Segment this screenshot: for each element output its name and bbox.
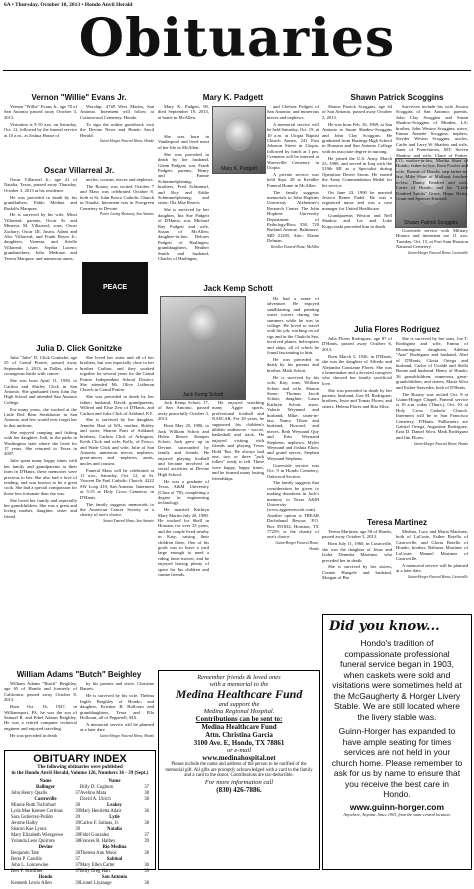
- obit-jack-credit: Guinn-Horger Funeral Home, Hondo: [275, 541, 319, 551]
- obit-william-text-c: He was preceded in death: [10, 732, 58, 738]
- index-entry-issue: 39: [75, 881, 80, 886]
- index-entry-name: Fidel Gonzalez: [80, 833, 110, 838]
- jack-schott-photo-caption: Jack Kemp Schott: [182, 392, 224, 398]
- medina-line-12: Please include the name and address of the person to be notified of the memorial gift. All gifts are promptly acknowledged with a card to the family and a card to the donor. Contributions are tax-deductible.: [165, 762, 313, 779]
- obit-teresa-credit: Guinn-Horger Funeral Home, Castroville: [407, 575, 468, 580]
- index-column-header: Name: [108, 779, 121, 784]
- obituary-index-col-1: [11, 779, 80, 887]
- obituary-index-subtitle-2: in the Hondo Anvil Herald, Volume 126, Numbers 36 - 39 (Sept.): [11, 771, 149, 776]
- obit-teresa-text-b: Born July 11, 1960, in Castroville, she was the daughter of Jesus and Isidra Dennsha Martinez, who preceded her in death.: [322, 541, 392, 563]
- index-town-heading: Leakey: [107, 803, 122, 808]
- obituary-index-subtitle-1: The following obituaries were published: [37, 765, 123, 770]
- index-entry-issue: 37: [75, 857, 80, 862]
- obit-jack-text-f: He had a sense of adventure. He enjoyed sandblasting and painting water towers during the summers while he was in college. He loved to travel with his job, working on oil rigs and in the Chukchi Sea, involved planes, helicopters and ships, all of which he found fascinating to him.: [267, 296, 319, 356]
- medina-line-13: For more information call: [204, 778, 274, 786]
- shawn-scoggins-photo-caption: Shawn Patrick Scoggins: [404, 220, 458, 226]
- peace-dove-image: [82, 262, 148, 314]
- index-entry-name: Kenneth Lewis Allen: [11, 881, 52, 886]
- obit-julia-f-text-e: The Rosary was recited Oct. 8 at Guinn-Horger Chapel. Funeral service is 10 a.m. today (Thurs.), Oct. 10, at Holy Cross Catholic Church. Interment will be in San Francisco Cemetery, D'Hanis. Pallbearers are Gabriel Ortega, Augustine Rodriguez, Ezra D. Daniel Silva, Mark Rodriguez and Jim Flores.: [396, 391, 468, 440]
- obit-oscar-text-b: He was preceded in death by his grandfathers, Pablo Medina and Rudolfo Marquez.: [4, 194, 77, 211]
- obit-william-text-b: Born Oct. 16, 1947, in Williamsport, PA, he was the son of Samuel R. and Ethel Adams Beighley. He was a retired computer technical engineer and enjoyed traveling.: [4, 704, 77, 731]
- obit-mary-text-c: She was preceded in death by her husband, Glenn Padgett; son, Frank Padgett; parents, Henry and Fannie Schimmelpfennig; brothers, Fred Schimmel, and Roy and Eddie Schimmelpfennig; and sister, Ola Mae Reavis.: [158, 151, 209, 206]
- obit-william-text-a: William Adams "Butch" Beighley, age 65 of Hondo and formerly of California, passed away October 8, 2013.: [4, 681, 77, 703]
- index-entry-issue: 39: [144, 869, 149, 874]
- medina-line-6: Contributions can be sent to:: [195, 715, 283, 723]
- mary-padgett-photo: [212, 106, 266, 174]
- index-town-heading: Rio Medina: [102, 845, 127, 850]
- obit-teresa-text-a: Teresa Martinez, age 50 of Hondo, passed away October 3, 2013.: [322, 529, 392, 540]
- index-entry-name: Mary Ellen Carter: [80, 863, 115, 868]
- obit-name-shawn: Shawn Patrick Scoggins: [350, 93, 444, 102]
- obit-william-text-d: by his parents and sister, Christine Barrett.: [80, 681, 154, 692]
- obit-julia-g-text-k: The family suggests memorials to the American Cancer Society or a charity of one's choice.: [80, 501, 154, 518]
- obit-julia-g-text-j: Funeral Mass will be celebrated at 11 a.m., Saturday, Oct. 12, at St. Vincent De Paul Catholic Church, 4222 SW Loop 410, San Antonio. Interment at 3:15 at Holy Cross Cemetery in D'Hanis.: [80, 467, 154, 500]
- index-column-header: Name: [39, 779, 52, 784]
- obit-name-julia-rodriguez: Julia Flores Rodriguez: [354, 325, 440, 334]
- obit-vernon-text-a: Vernon "Willie" Evans Jr., age 70 of San Antonio passed away October 3, 2013.: [4, 104, 77, 120]
- obituary-index-col-2: [80, 779, 149, 887]
- index-entry-issue: 37: [144, 785, 149, 790]
- medina-healthcare-fund-ad: [158, 670, 320, 870]
- index-entry-issue: 36: [144, 809, 149, 814]
- obit-julia-f-text-c: She was preceded in death by her parents; husband, Jose M. Rodriguez; brothers, Jesse and Tomas Flores; and sisters, Helena Flores and Rita Silva.: [322, 387, 392, 409]
- index-entry-issue: 38: [144, 881, 149, 886]
- obit-teresa-col1: [322, 529, 392, 611]
- obit-julia-f-text-a: Julia Flores Rodriguez, age 87 of D'Hanis, passed away October 6, 2013.: [322, 336, 392, 352]
- obit-julia-f-text-b: Born March 5, 1926, in D'Hanis, she was the daughter of Alfredo and Alejandra Constante Flores. She was a homemaker and a devoted caregiver who showed her family sacrificial love.: [322, 353, 392, 386]
- index-entry-issue: 38: [144, 851, 149, 856]
- obit-teresa-text-c: She is survived by her sisters, Connie Huegele and husband, Morgan of Bio: [322, 564, 392, 581]
- obituary-index-title: OBITUARY INDEX: [33, 753, 127, 765]
- obit-mary-text-g: A private service was held Sept. 28 at Kreidler Funeral Home in McAllen.: [267, 171, 319, 188]
- index-entry-name: Berta P. Castillo: [11, 857, 43, 862]
- obit-mary-text-b: She was born in Vanderpool and lived most of her life in McAllen.: [158, 134, 209, 150]
- masthead-title: Obituaries: [78, 8, 396, 69]
- obit-william-col1: [4, 681, 77, 747]
- obit-mary-col2: [267, 104, 319, 282]
- obit-julia-g-text-f: She loved her family and especially her grandchildren. She was a great and loving mother, daughter, sister and friend.: [4, 497, 77, 519]
- obit-mary-text-f: A memorial service will be held Saturday, Oct. 19, at 10 a.m. at Utopia Baptist Church Annex, 241 East Johnson Street in Utopia, followed by lunch at 1 pm. Cremains will be interred at Waresville Cemetery in Utopia.: [267, 121, 320, 170]
- obit-vernon-credit: Guinn-Horger Funeral Home, Hondo: [99, 139, 154, 144]
- obit-julia-g-text-g: She loved her sister and all of her brothers, but was especially close to her brother Carlton, and they worked together for several years for the Grand Prairie Independent School District. She attended Mt. Olive Lutheran Church in Grand Prairie.: [80, 355, 154, 393]
- index-entry-name: Minnie Ruth Tschirhart: [11, 803, 56, 808]
- jack-schott-photo: [160, 296, 246, 400]
- obit-shawn-col1: [322, 104, 392, 322]
- obit-jack-text-a: Jack Kemp Schott, 17, of San Antonio, passed away peacefully October 3, 2013.: [158, 400, 209, 422]
- obit-jack-text-d: He married Kathryn Mary Martin July 26, 1980. He worked for Shell in Houston for over 33 years, and the couple lived nearby in Katy, raising their children there. One of his goals was to leave a yard large enough to need a riding lawn mower, and he enjoyed having plenty of space for his children and canine friends.: [158, 507, 209, 578]
- index-entry-issue: 39: [75, 815, 80, 820]
- index-entry-name: David A. Ulrich: [80, 797, 111, 802]
- obit-mary-text-h: The family suggests memorials to John Hopkins University Alzheimer's Research Center. The John Hopkins University Department of Pathology/Ross 558, 720 Rutland Avenue, Baltimore, MD 21205, Attn.: Elaine Delman.: [267, 189, 319, 244]
- medina-phone: (830) 426-7886.: [216, 785, 262, 794]
- obit-julia-g-text-h: She was preceded in death by her father; husband, David; grandparents, Wilfred and Elsie Zerr of D'Hanis, and Carlton and Julia Click of Ashland, KY.: [80, 394, 154, 416]
- obit-jack-text-i: Graveside service was Oct. 9 in Hondo Cemetery, Oakwood Section.: [267, 462, 319, 479]
- index-entry: [11, 881, 80, 887]
- index-entry-name: Theresa Ann Moos: [80, 851, 117, 856]
- index-entry-name: Billy D. Cogburn: [80, 785, 114, 790]
- index-entry-issue: 37: [75, 869, 80, 874]
- obit-william-credit: Guinn-Horger Funeral Home, Hondo: [99, 734, 154, 739]
- medina-line-8: Attn. Christina Garcia: [205, 731, 273, 739]
- obit-oscar-text-e: The Rosary was recited October 7 and Mass was celebrated October 8, both at St. John Bosco Catholic Church in Natalia. Interment was in Evergreen Cemetery in Devine.: [80, 183, 154, 211]
- obit-shawn-text-b: He was born Feb. 16, 1969, at San Antonio to Susan Shadow-Scoggins and John Clay Scoggins. He graduated from Hastings High School in Houston and San Antonio College with an associate degree in nursing.: [322, 121, 392, 154]
- obit-julia-f-col2: [396, 336, 468, 516]
- obit-mary-col1b: [158, 134, 209, 282]
- obit-name-mary: Mary K. Padgett: [202, 93, 264, 102]
- obit-vernon-col1: [4, 104, 77, 164]
- index-entry-issue: 38: [75, 851, 80, 856]
- obit-shawn-text-a: Shawn Patrick Scoggins, age 44 of San Antonio, passed away October 3, 2013.: [322, 104, 392, 120]
- index-entry-name: Billy Greg Hart: [80, 869, 111, 874]
- obit-jack-text-e: He enjoyed watching many Aggie sports, professional football and NASCAR. For 20 years, he supported his children's athletic endeavors - soccer, basketball and track. He enjoyed visiting with friends and playing Texas Hold 'Em. He always had one, two or three "jack folkes" ready to tell. These were happy, happy times, and he formed many lasting friendships.: [212, 400, 264, 481]
- masthead-rule: [3, 70, 471, 71]
- obit-julia-g-col1: [4, 355, 77, 667]
- did-you-know-paragraph-1: Hondo's tradition of compassionate professional funeral service began in 1903, when caskets were sold and visitations were sometimes held at the McGaugherty & Horger Livery Stable. We are still located where the livery stable was.: [332, 638, 462, 722]
- index-entry-name: Sara Gutierrez-Pulido: [11, 815, 53, 820]
- obit-shawn-col2a: [396, 104, 468, 201]
- medina-line-1: Remember friends & loved ones: [197, 674, 281, 681]
- index-entry-name: Benjamin Tate: [11, 851, 39, 856]
- medina-line-9: 3100 Ave. E, Hondo, TX 78861: [193, 739, 285, 747]
- obit-oscar-credit: Porter Loring Mortuary, San Antonio: [100, 212, 154, 217]
- index-entry-name: Bert F. Schiffner: [11, 869, 43, 874]
- obit-teresa-col2: [396, 529, 468, 611]
- obit-jack-text-h: He is survived by his wife, Kay; sons, William Schott and wife, Sharon Stone; Thomas Jacob Schott; daughter, Laura Kathryn Schott; sister, Valerie Weynand and husband, Mike; sister-in-law, Nancy Tilton and husband, Howard; and nieces, Beth Weynand Quy and Erin Weynand Stephens; nephews, Myles Weynand and Joshua Elton; and grand nieces, Stephen Weynand Stephens.: [267, 374, 319, 461]
- obit-vernon-col2: [80, 104, 154, 164]
- obit-jack-col3: [267, 296, 319, 666]
- index-entry-issue: 38: [75, 839, 80, 844]
- index-entry: [80, 881, 149, 887]
- obit-julia-g-text-e: Julie spent many happy times with her family and grandparents at their farm in D'Hanis; these memories were precious to her. She also had a love of reading, and was known to be a great cook. She had a special compassion for those less fortunate than she was.: [4, 458, 77, 496]
- obituary-index-columns: [5, 777, 155, 889]
- obit-julia-g-text-i: She is survived by her daughter, Jennifer Hart of WA; mother, Shirley and sister, Sharon Pratt of Ashland; brothers, Carlton Click of Arlington, Keith Click and wife, Kelly, of Frisco; and Wade Click and wife, Julie of San Antonio; numerous nieces, nephews, great-nieces and -nephews, aunts, uncles and cousins.: [80, 417, 154, 466]
- obit-shawn-text-c: He joined the U.S. Army March 23, 1989, and served in Iraq with the 519th MI as a Specialist during Operation Desert Storm. He earned the Army Commendation Medal for his service.: [322, 155, 392, 188]
- index-entry-issue: 37: [75, 791, 80, 796]
- index-entry-issue: 39: [144, 839, 149, 844]
- obit-jack-text-c: He was a graduate of Texas A&M University (Class of '78), completing a degree in engineering technology.: [158, 478, 209, 506]
- index-entry-name: Lyda Mae Keesee Cortinas: [11, 809, 63, 814]
- obit-shawn-text-f: Survivors include his wife Jessica Scoggins of San Antonio; parents, John Clay Scoggins and Susan Shadow-Scoggins of Minden, LA; brother, John Weston Scoggins; niece, Emma Annette Scoggins; nephew, Stryder Weston Scoggins; uncles, Carlie and Larry W. Shadow and wife, Janet of Frenchtown, MT; Steven Shadow and wife, Claire of Parker, CO; mother-in-law, Martha Sharr of Hondo; father-in-law, Kent Fowler and wife, Bonnie of Hondo; step-father-in-law, Mike Sharr of Midland; brother-in-law, Danny Kindred and wife, Carrie of Hondo; and his "Little Kindred Spirits" Grace, Hope, Haley, Grant and Spencer Kindred.: [396, 104, 468, 201]
- obit-shawn-col2b: [396, 228, 468, 322]
- obit-william-text-f: A memorial service will be planned at a later date.: [80, 721, 154, 733]
- obit-oscar-text-c: He is survived by his wife, Missi Villarreal; parents, Oscar Sr. and Minerva M. Villarreal; sons, Oscar Zachary, Oscar III, Justin, Adam and Alec Villarreal; and Frank Reyes Jr.; daughters, Vanessa and Arielle Villarreal; sister, Sophia Lucero; grandmothers, Julia Medrano and Teresa Marquez; and numerous aunts,: [4, 212, 77, 261]
- index-entry-issue: 37: [144, 833, 149, 838]
- obit-oscar-text-d: uncles, cousins, nieces and nephews.: [86, 177, 154, 182]
- index-town-heading: Hondo: [38, 875, 53, 880]
- guinn-horger-website[interactable]: www.guinn-horger.com: [349, 801, 445, 812]
- index-entry-name: Lionel Liyanage: [80, 881, 112, 886]
- obit-name-vernon: Vernon "Willie" Evans Jr.: [31, 93, 127, 102]
- obit-teresa-text-e: A memorial service will be planned at a later date.: [396, 562, 468, 574]
- obit-name-teresa: Teresa Martinez: [367, 518, 427, 527]
- obit-jack-col1: [158, 400, 209, 665]
- index-entry-name: Frances R. Halbey: [80, 839, 116, 844]
- obit-jack-text-g: He was preceded in death by his parents and brother, Mark Schott.: [267, 356, 319, 373]
- obit-mary-text-a: Mary K. Padgett, 90, died September 19, 2013, at home in McAllen.: [158, 104, 209, 120]
- mary-padgett-face: [225, 117, 253, 151]
- medina-line-5: Medina Regional Hospital.: [203, 708, 275, 715]
- index-entry-name: Carlos F. Salinas, Jr.: [80, 821, 120, 826]
- obit-william-col2: [80, 681, 154, 747]
- obit-shawn-text-d: On June 23, 1990 he married Jessica Renee Fadel. He was a registered nurse and was a case manager for United Healthcare.: [322, 189, 392, 211]
- obit-oscar-col2: [80, 177, 154, 237]
- obit-julia-f-text-d: She is survived by her sons, Joe T. Rodriguez and wife, Emma of Bloomington; daughters, Adelina "Ann" Rodriguez and husband, Abel of D'Hanis, Gloria Ortega and husband, Carlos of Uvalde and Stella Boone and husband, Henry of Hondo; 36 grandchildren; numerous great-grandchildren; and sisters, Maria Silva and Esther Saavedra, both of D'Hanis.: [396, 336, 468, 390]
- index-town-heading: Castroville: [34, 797, 57, 802]
- obituary-index-box: [4, 750, 156, 886]
- obit-shawn-text-e: Grandparents Weston and Nell Shadow and Liz and Luke Kopycinski preceded him in death.: [322, 212, 392, 229]
- medina-line-3: Medina Healthcare Fund: [175, 687, 303, 701]
- index-town-heading: Devine: [38, 845, 53, 850]
- index-entry-issue: 39: [75, 833, 80, 838]
- index-town-heading: Natalia: [107, 827, 122, 832]
- index-entry-name: Sharon Kae Lyons: [11, 827, 47, 832]
- index-entry-issue: 38: [144, 791, 149, 796]
- obit-julia-f-col1: [322, 336, 392, 516]
- obit-mary-credit: Kreidler Funeral Home, McAllen: [271, 245, 319, 250]
- jack-schott-face: [187, 305, 219, 345]
- obit-jack-col2: [212, 400, 264, 665]
- obit-name-oscar: Oscar Villarreal Jr.: [43, 166, 115, 175]
- mary-padgett-photo-caption: Mary K. Padgett: [221, 166, 257, 172]
- peace-dove-label: PEACE: [102, 284, 128, 291]
- index-town-heading: Ballinger: [36, 785, 55, 790]
- obit-name-jack: Jack Kemp Schott: [203, 284, 273, 293]
- did-you-know-title: Did you know...: [329, 619, 440, 634]
- obit-william-text-e: He is survived by his wife, Thelma Inglès Beighley of Hondo; and daughter, Kristine B. Holloran and granddaughters, Tessa and Ella Holloran, all of Pepperell, MA.: [80, 693, 154, 720]
- did-you-know-paragraph-2: Guinn-Horger has expanded to have ample seating for times services are not held in your church home. Please remember to ask for us by name to ensure that you receive the best care in Hondo.: [331, 726, 463, 799]
- obit-julia-g-text-b: She was born April 11, 1958, to Carlton and Shirley Click in San Antonio. She graduated from John Jay High School and attended San Antonio College.: [4, 378, 77, 405]
- obit-mary-col1a: [158, 104, 209, 134]
- obit-jack-text-b: Born May 25, 1996, to Jack William Schott and Helen Ilmore Kemper Schott, Jack grew up in Devine, surrounded by family and friends. He enjoyed playing football and became involved in social activities at Devine High School.: [158, 423, 209, 477]
- obit-name-william: William Adams "Butch" Beighley: [16, 670, 142, 679]
- medina-line-7: Medina Healthcare Fund: [201, 723, 277, 731]
- medina-line-2: with a memorial to the: [209, 681, 269, 688]
- obit-vernon-text-b: Visitation is 9-10 a.m. on Saturday, Oct. 12, followed by the funeral service at 10 a.m., at Joshua House of: [4, 121, 77, 138]
- index-town-heading: Lytle: [109, 815, 120, 820]
- obit-mary-text-d: She is survived by her daughter, Ina Sue Padgett of D'Hanis; son, Michael Ray Padgett and wife, Susan of McAllen; daughter-in-law, Delores Padgett of Harlingen; granddaughters, Heather Smith and husband, Charles of Harlingen,: [158, 207, 209, 261]
- index-entry-name: Mary Elizabeth Wiesgrewe: [11, 833, 64, 838]
- obit-julia-g-text-c: For many years, she worked at the Little Red Barn Steakhouse in San Antonio, and few would ever forget her in that uniform.: [4, 406, 77, 428]
- obit-julia-g-text-d: She enjoyed camping and fishing with her daughter, Jodi, in the parks in Washington state where she lived for 17 years. She returned to Texas in 2007.: [4, 429, 77, 457]
- obit-vernon-text-d: To sign the online guestbook visit the Devine News and Hondo Anvil Herald.: [80, 121, 154, 138]
- medina-line-4: and support the: [218, 701, 260, 708]
- obit-oscar-col1: [4, 177, 77, 342]
- obit-shawn-credit: Guinn-Horger Funeral Home, Castroville: [407, 251, 468, 256]
- did-you-know-tagline: Anywhere, Anytime, Since 1903, from the same central location.: [343, 812, 451, 817]
- medina-line-10: or e-mail: [226, 747, 251, 754]
- index-town-heading: San Antonio: [101, 875, 128, 880]
- obit-julia-g-text-a: Julia "Julie" D. Click Gonitzke, age 55 of Grand Prairie, passed away September 2, 2013, in Dallas, after a courageous battle with cancer.: [4, 355, 77, 377]
- obit-mary-text-e: and Chelsea Padgett of San Antonio; and numerous nieces and nephews.: [267, 104, 319, 120]
- obit-julia-g-col2: [80, 355, 154, 667]
- index-entry-name: John Henry Qualls: [11, 791, 47, 796]
- index-entry-issue: 38: [144, 797, 149, 802]
- index-entry-issue: 39: [75, 821, 80, 826]
- index-entry-issue: 37: [75, 863, 80, 868]
- obit-jack-text-j: The family suggests that consideration be given to making donations in Jack's memory to Texas A&M University (www.aggienetwork.com). Another option is TREAR Dachshund Rescue, P.O. Box 591834, Houston, TX 77259; or the charity of one's choice.: [267, 480, 319, 540]
- page-header-line: 6A • Thursday, October 10, 2013 • Hondo Anvil Herald: [4, 2, 133, 8]
- index-entry-issue: 38: [75, 803, 80, 808]
- obit-vernon-text-c: Worship, 4748 West Martin, San Antonio. Interment will follow at Cottonwood Cemetery, Hondo.: [80, 104, 154, 120]
- index-entry-name: John L. Lonnowine: [11, 863, 49, 868]
- index-entry-name: Yolanda Leos Quirrote: [11, 839, 55, 844]
- index-entry-name: Mary Henrietta Adair: [80, 809, 122, 814]
- index-entry-name: Avelino Mata: [80, 791, 107, 796]
- obit-teresa-text-d: Medina, Lucy and Maria Martinez, both of LaCoste, Esther Botello of Castroville, and Gloria Botello of Hondo; brother, Baltazar Martinez of LaCoste; Manuel Martinez of Castroville.: [396, 529, 468, 562]
- index-entry-issue: 38: [144, 821, 149, 826]
- obit-name-julia-gonitzke: Julia D. Click Gonitzke: [36, 344, 122, 353]
- index-entry-issue: 39: [75, 827, 80, 832]
- did-you-know-ad: [322, 614, 472, 870]
- index-town-heading: Sabinal: [106, 857, 123, 862]
- obit-julia-g-credit: Sunset Funeral Home, San Antonio: [103, 519, 154, 524]
- obit-shawn-text-g: Graveside service with Military Honors and interment are 11 a.m. Tuesday, Oct. 15, at Fort Sam Houston National Cemetery.: [396, 228, 468, 250]
- medina-website-link[interactable]: www.medinahospital.net: [202, 754, 276, 762]
- obit-oscar-text-a: Oscar Villarreal Jr., age 41 of Natalia, Texas, passed away Thursday, October 3, 2013 at his residence.: [4, 177, 77, 193]
- index-entry-issue: 36: [144, 863, 149, 868]
- index-entry-name: Jerome Halby: [11, 821, 38, 826]
- obit-julia-f-credit: Guinn-Horger Funeral Home, Hondo: [413, 441, 468, 446]
- index-entry-issue: 39: [75, 809, 80, 814]
